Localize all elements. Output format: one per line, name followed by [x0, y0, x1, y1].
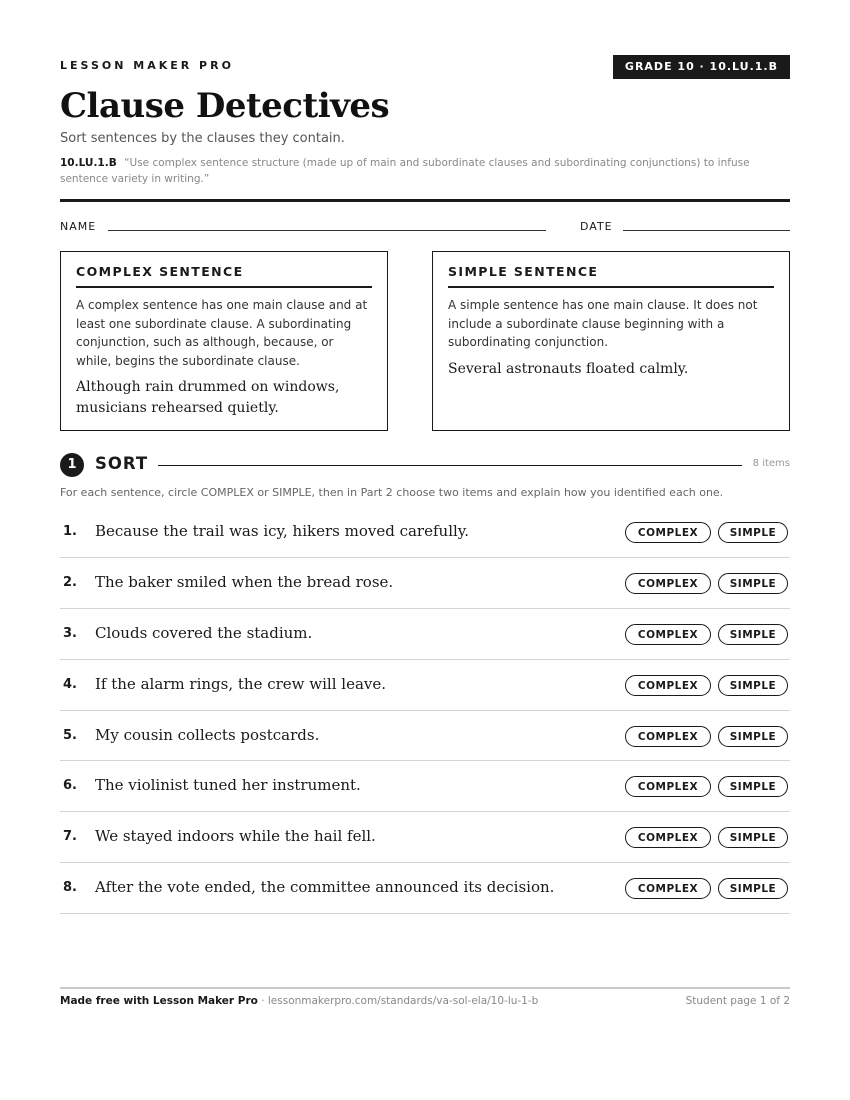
footer-credit: Made free with Lesson Maker Pro [60, 995, 258, 1007]
item-number: 7. [63, 829, 77, 845]
date-label: DATE [580, 220, 613, 233]
top-bar [60, 55, 790, 79]
item-sentence: The violinist tuned her instrument. [95, 776, 361, 795]
item-sentence: Because the trail was icy, hikers moved carefully. [95, 522, 470, 540]
complex-option-button[interactable]: COMPLEX [625, 726, 711, 747]
complex-option-button[interactable]: COMPLEX [625, 573, 711, 594]
item-number: 6. [63, 778, 77, 794]
brand-name: LESSON MAKER PRO [60, 59, 234, 72]
simple-option-button[interactable]: SIMPLE [718, 827, 788, 848]
simple-option-button[interactable]: SIMPLE [718, 573, 788, 594]
simple-option-button[interactable]: SIMPLE [718, 726, 788, 747]
simple-sentence-card [432, 251, 790, 431]
item-sentence: After the vote ended, the committee announced its decision. [95, 878, 555, 897]
sort-section-header [60, 452, 790, 478]
standard-code: 10.LU.1.B [60, 157, 117, 169]
item-number: 8. [63, 880, 77, 896]
item-number: 3. [63, 625, 77, 641]
item-number: 4. [63, 676, 77, 692]
item-count: 8 items [752, 458, 790, 469]
section-title: SORT [95, 454, 149, 473]
name-date-row [60, 218, 790, 234]
list-item [60, 507, 790, 558]
sort-items-list [60, 507, 790, 914]
item-sentence: We stayed indoors while the hail fell. [95, 827, 376, 846]
simple-option-button[interactable]: SIMPLE [718, 878, 788, 899]
list-item [60, 558, 790, 609]
page-footer [60, 995, 790, 1007]
complex-option-button[interactable]: COMPLEX [625, 878, 711, 899]
name-field[interactable] [108, 230, 546, 231]
list-item [60, 711, 790, 762]
footer-url: · lessonmakerpro.com/standards/va-sol-ela/10-lu-1-b [257, 995, 539, 1007]
simple-option-button[interactable]: SIMPLE [718, 675, 788, 696]
item-number: 5. [63, 727, 77, 743]
list-item [60, 863, 790, 914]
item-sentence: If the alarm rings, the crew will leave. [95, 674, 387, 693]
item-number: 1. [63, 524, 77, 539]
complex-option-button[interactable]: COMPLEX [625, 624, 711, 645]
simple-option-button[interactable]: SIMPLE [718, 522, 788, 543]
date-field[interactable] [623, 230, 790, 231]
complex-option-button[interactable]: COMPLEX [625, 827, 711, 848]
grade-badge: GRADE 10 · 10.LU.1.B [613, 55, 790, 79]
card-example: Several astronauts floated calmly. [448, 361, 689, 377]
complex-sentence-card [60, 251, 388, 431]
item-sentence: Clouds covered the stadium. [95, 623, 313, 642]
footer-page-info: Student page 1 of 2 [685, 995, 790, 1007]
footer-divider [60, 987, 790, 989]
item-sentence: The baker smiled when the bread rose. [95, 572, 394, 591]
card-example: Although rain drummed on windows, musicians rehearsed quietly. [76, 379, 340, 416]
standard-text: “Use complex sentence structure (made up of main and subordinate clauses and subordinating conjunctions) to infuse sentence variety in writing.” [60, 157, 750, 185]
card-description: A simple sentence has one main clause. It does not include a subordinate clause beginning with a subordinating conjunction. [448, 298, 758, 349]
definition-cards [60, 251, 790, 431]
complex-option-button[interactable]: COMPLEX [625, 776, 711, 797]
complex-option-button[interactable]: COMPLEX [625, 675, 711, 696]
simple-option-button[interactable]: SIMPLE [718, 624, 788, 645]
complex-option-button[interactable]: COMPLEX [625, 522, 711, 543]
list-item [60, 609, 790, 660]
item-number: 2. [63, 574, 77, 590]
section-number-badge: 1 [60, 453, 84, 477]
standard-note [60, 155, 790, 187]
item-sentence: My cousin collects postcards. [95, 725, 320, 744]
section-divider [158, 465, 742, 466]
list-item [60, 812, 790, 863]
card-title: COMPLEX SENTENCE [76, 264, 372, 288]
page-title: Clause Detectives [60, 86, 390, 126]
simple-option-button[interactable]: SIMPLE [718, 776, 788, 797]
section-instructions: For each sentence, circle COMPLEX or SIMPLE, then in Part 2 choose two items and explain how you identified each one. [60, 486, 724, 499]
page-subtitle: Sort sentences by the clauses they contain. [60, 131, 345, 146]
list-item [60, 761, 790, 812]
name-label: NAME [60, 220, 97, 233]
header-divider [60, 199, 790, 202]
list-item [60, 660, 790, 711]
card-description: A complex sentence has one main clause and at least one subordinate clause. A subordinating conjunction, such as although, because, or while, begins the subordinate clause. [76, 298, 368, 368]
card-title: SIMPLE SENTENCE [448, 264, 774, 288]
